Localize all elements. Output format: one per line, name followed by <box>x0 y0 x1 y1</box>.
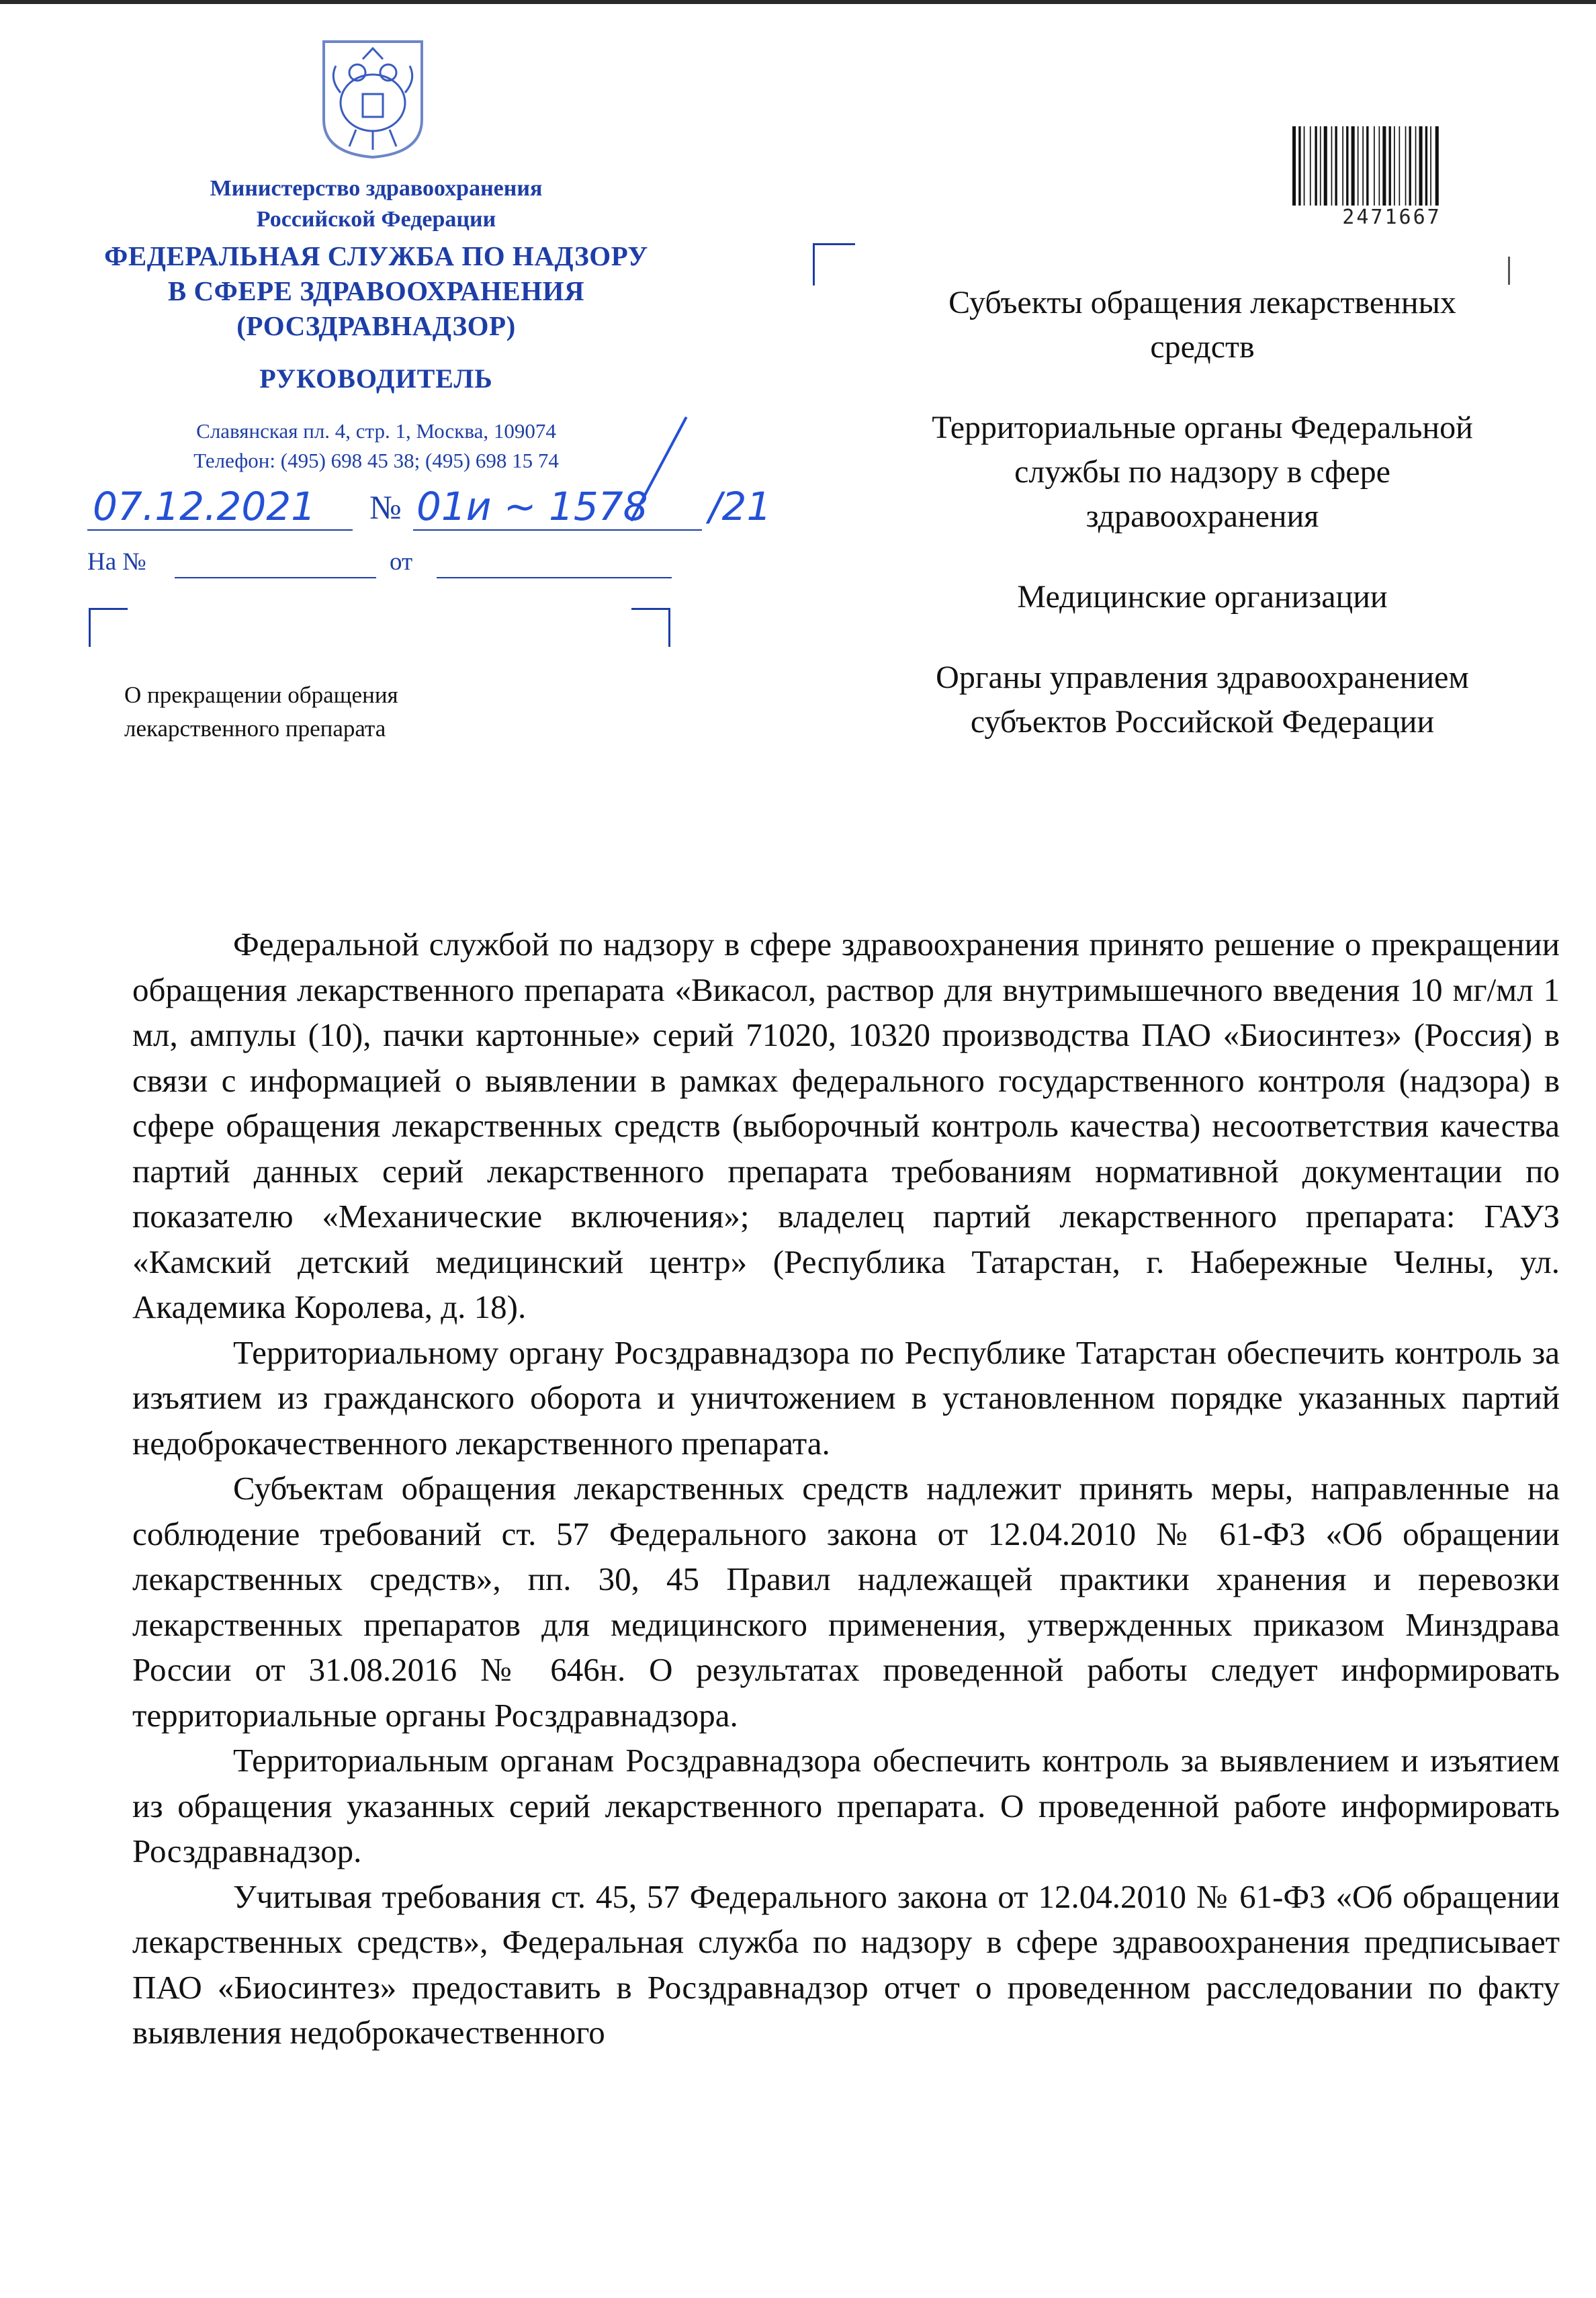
barcode-bar <box>1324 126 1327 206</box>
letter-body <box>132 922 1560 2056</box>
barcode-bar <box>1415 126 1417 206</box>
reference-number-label: На № <box>87 548 146 576</box>
barcode-bar <box>1292 126 1296 206</box>
registration-line <box>87 484 779 537</box>
barcode-bar <box>1419 126 1423 206</box>
barcode-bar <box>1362 126 1364 206</box>
addressee: Субъекты обращения лекарственных средств <box>948 285 1456 365</box>
barcode-bar <box>1374 126 1375 206</box>
addressee-list <box>873 281 1532 781</box>
reference-date-label: от <box>390 548 413 576</box>
barcode-bar <box>1335 126 1337 206</box>
barcode-bar <box>1425 126 1427 206</box>
head-title: РУКОВОДИТЕЛЬ <box>259 363 493 394</box>
body-paragraph: Субъектам обращения лекарственных средств надлежит принять меры, направленные на соблюдение требований ст. 57 Федерального закона от 12.04.2010 № 61-ФЗ «Об обращении лекарственных средств», пп. 30, 45 Правил надлежащей практики хранения и перевозки лекарственных препаратов для медицинского применения, утвержденных приказом Минздрава России от 31.08.2016 № 646н. О результатах проведенной работы следует информировать территориальные органы Росздравнадзора. <box>132 1470 1560 1734</box>
barcode-number: 2471667 <box>1342 206 1442 229</box>
ministry-line: Министерство здравоохранения <box>210 176 543 201</box>
barcode-bar <box>1399 126 1401 206</box>
corner-mark <box>631 608 670 647</box>
barcode-bar <box>1315 126 1317 206</box>
body-paragraph: Федеральной службой по надзору в сфере здравоохранения принято решение о прекращении обращения лекарственного препарата «Викасол, раствор для внутримышечного введения 10 мг/мл 1 мл, ампулы (10), пачки картонные» серий 71020, 10320 производства ПАО «Биосинтез» (Россия) в связи с информацией о выявлении в рамках федерального государственного контроля (надзора) в сфере обращения лекарственных средств (выборочный контроль качества) несоответствия качества партий данных серий лекарственного препарата требованиям нормативной документации по показателю «Механические включения»; владелец партий лекарственного препарата: ГАУЗ «Камский детский медицинский центр» (Республика Татарстан, г. Набережные Челны, ул. Академика Королева, д. 18). <box>132 926 1560 1325</box>
barcode-bar <box>1366 126 1368 206</box>
barcode-bar <box>1382 126 1386 206</box>
service-line: ФЕДЕРАЛЬНАЯ СЛУЖБА ПО НАДЗОРУ <box>104 240 648 271</box>
barcode-bar <box>1298 126 1300 206</box>
handwritten-year: /21 <box>709 484 772 529</box>
barcode-bar <box>1310 126 1311 206</box>
reference-number-blank <box>175 577 376 578</box>
subject-line: лекарственного препарата <box>124 715 386 742</box>
service-name <box>67 238 685 343</box>
ministry-line: Российской Федерации <box>256 207 496 232</box>
barcode-bar <box>1358 126 1359 206</box>
handwritten-number: 01и ~ 1578 <box>416 484 648 529</box>
service-line: (РОСЗДРАВНАДЗОР) <box>236 310 516 341</box>
handwritten-date: 07.12.2021 <box>93 484 316 529</box>
body-paragraph: Территориальному органу Росздравнадзора по Республике Татарстан обеспечить контроль за изъятием из гражданского оборота и уничтожением в установленном порядке указанных партий недоброкачественного лекарственного препарата. <box>132 1333 1560 1462</box>
reference-date-blank <box>437 577 672 578</box>
reference-line <box>87 547 678 588</box>
number-underline <box>413 529 702 531</box>
scan-top-edge <box>0 0 1596 4</box>
barcode-bar <box>1346 126 1348 206</box>
barcode-bar <box>1389 126 1391 206</box>
barcode-bar <box>1342 126 1343 206</box>
barcode-bar <box>1394 126 1395 206</box>
body-paragraph: Территориальным органам Росздравнадзора обеспечить контроль за выявлением и изъятием из обращения указанных серий лекарственного препарата. О проведенной работе информировать Росздравнадзор. <box>132 1742 1560 1869</box>
contact-block <box>67 416 685 476</box>
barcode-bar <box>1331 126 1333 206</box>
address: Славянская пл. 4, стр. 1, Москва, 109074 <box>196 419 556 443</box>
number-sign: № <box>369 488 402 526</box>
corner-mark <box>813 243 855 285</box>
addressee: Медицинские организации <box>1017 579 1388 615</box>
barcode-bar <box>1320 126 1321 206</box>
service-line: В СФЕРЕ ЗДРАВООХРАНЕНИЯ <box>167 275 585 306</box>
coat-of-arms-icon <box>316 39 430 160</box>
barcode-bar <box>1351 126 1355 206</box>
barcode-bar <box>1379 126 1380 206</box>
barcode-bar <box>1435 126 1439 206</box>
subject-line: О прекращении обращения <box>124 682 398 708</box>
barcode-bar <box>1405 126 1407 206</box>
addressee: Органы управления здравоохранением субъектов Российской Федерации <box>936 660 1469 740</box>
corner-mark <box>89 608 128 647</box>
phone: Телефон: (495) 698 45 38; (495) 698 15 74 <box>193 449 559 472</box>
barcode-bar <box>1304 126 1305 206</box>
barcode <box>1291 126 1493 207</box>
subject-block <box>124 678 594 746</box>
date-underline <box>87 529 353 531</box>
ministry-name <box>67 173 685 235</box>
barcode-bar <box>1430 126 1431 206</box>
addressee: Территориальные органы Федеральной службы по надзору в сфере здравоохранения <box>932 410 1473 534</box>
body-paragraph: Учитывая требования ст. 45, 57 Федерального закона от 12.04.2010 № 61-ФЗ «Об обращении лекарственных средств», Федеральная служба по надзору в сфере здравоохранения предписывает ПАО «Биосинтез» предоставить в Росздравнадзор отчет о проведенном расследовании по факту выявления недоброкачественного <box>132 1877 1560 2051</box>
barcode-bar <box>1409 126 1411 206</box>
